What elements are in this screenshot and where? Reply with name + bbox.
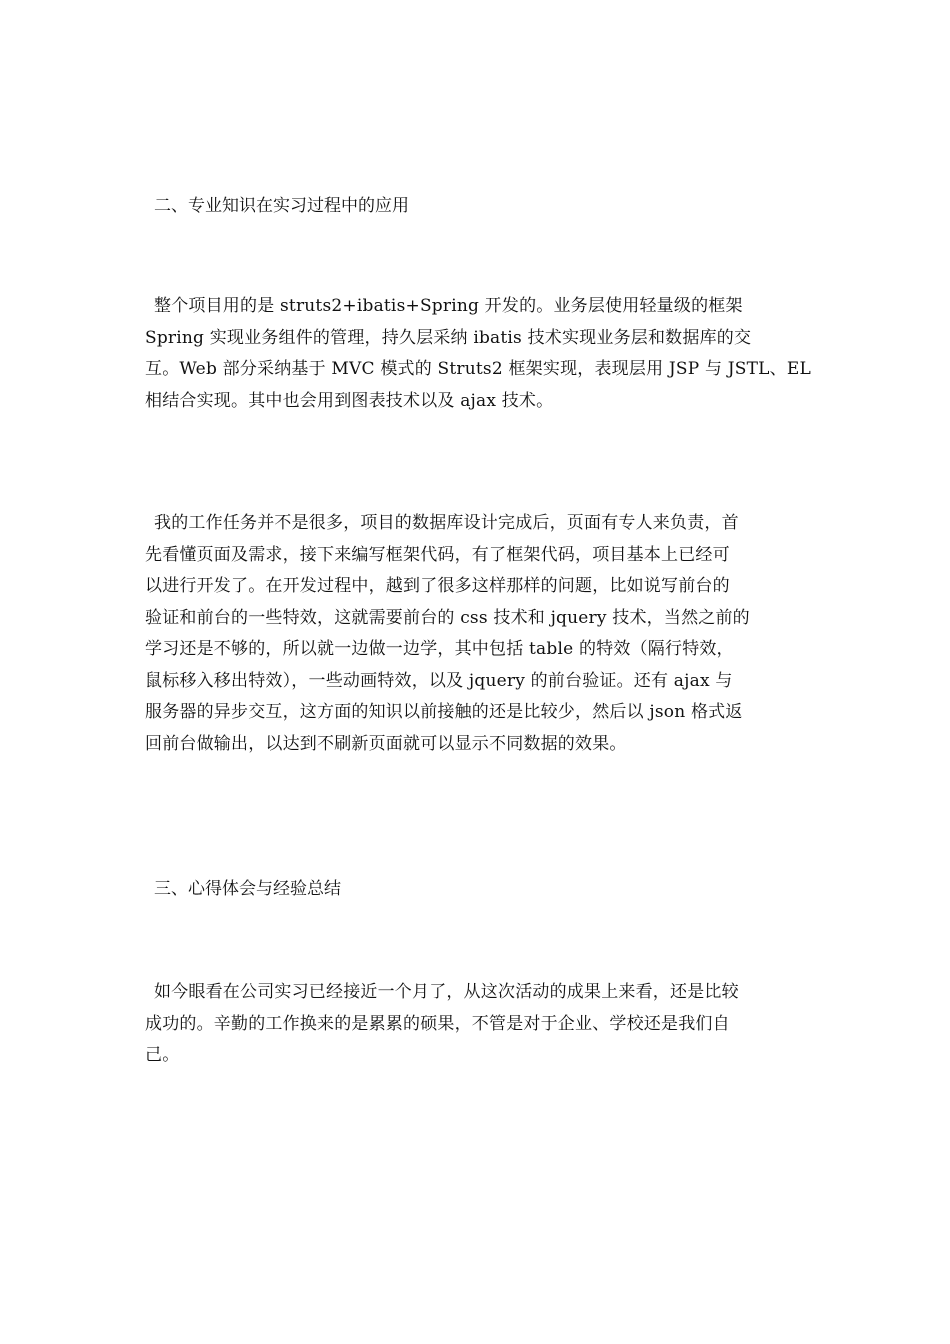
text-line: 成功的。辛勤的工作换来的是累累的硕果，不管是对于企业、学校还是我们自 <box>145 1013 730 1034</box>
text-line: 相结合实现。其中也会用到图表技术以及 ajax 技术。 <box>145 390 554 411</box>
paragraph-project-overview <box>145 291 811 417</box>
text-line: Spring 实现业务组件的管理，持久层采纳 ibatis 技术实现业务层和数据库的交 <box>145 327 752 348</box>
text-line: 我的工作任务并不是很多，项目的数据库设计完成后，页面有专人来负责，首 <box>154 513 739 533</box>
section-heading-3: 三、心得体会与经验总结 <box>154 879 341 899</box>
text-line: 如今眼看在公司实习已经接近一个月了，从这次活动的成果上来看，还是比较 <box>154 982 739 1002</box>
text-line: 己。 <box>145 1045 180 1065</box>
section-heading-2: 二、专业知识在实习过程中的应用 <box>154 196 409 216</box>
paragraph-work-tasks <box>145 508 807 760</box>
text-line: 互。Web 部分采纳基于 MVC 模式的 Struts2 框架实现，表现层用 JSP 与 JSTL、EL <box>145 359 811 379</box>
text-line: 回前台做输出，以达到不刷新页面就可以显示不同数据的效果。 <box>145 733 627 754</box>
text-line: 鼠标移入移出特效），一些动画特效，以及 jquery 的前台验证。还有 ajax 与 <box>145 670 733 691</box>
text-line: 整个项目用的是 struts2+ibatis+Spring 开发的。业务层使用轻量级的框架 <box>154 296 743 316</box>
text-line: 先看懂页面及需求，接下来编写框架代码，有了框架代码，项目基本上已经可 <box>145 544 730 565</box>
text-line: 学习还是不够的，所以就一边做一边学，其中包括 table 的特效（隔行特效， <box>145 639 734 659</box>
paragraph-summary <box>145 977 807 1072</box>
text-line: 验证和前台的一些特效，这就需要前台的 css 技术和 jquery 技术，当然之前的 <box>145 607 750 628</box>
text-line: 服务器的异步交互，这方面的知识以前接触的还是比较少，然后以 json 格式返 <box>145 702 743 722</box>
text-line: 以进行开发了。在开发过程中，越到了很多这样那样的问题，比如说写前台的 <box>145 576 730 596</box>
